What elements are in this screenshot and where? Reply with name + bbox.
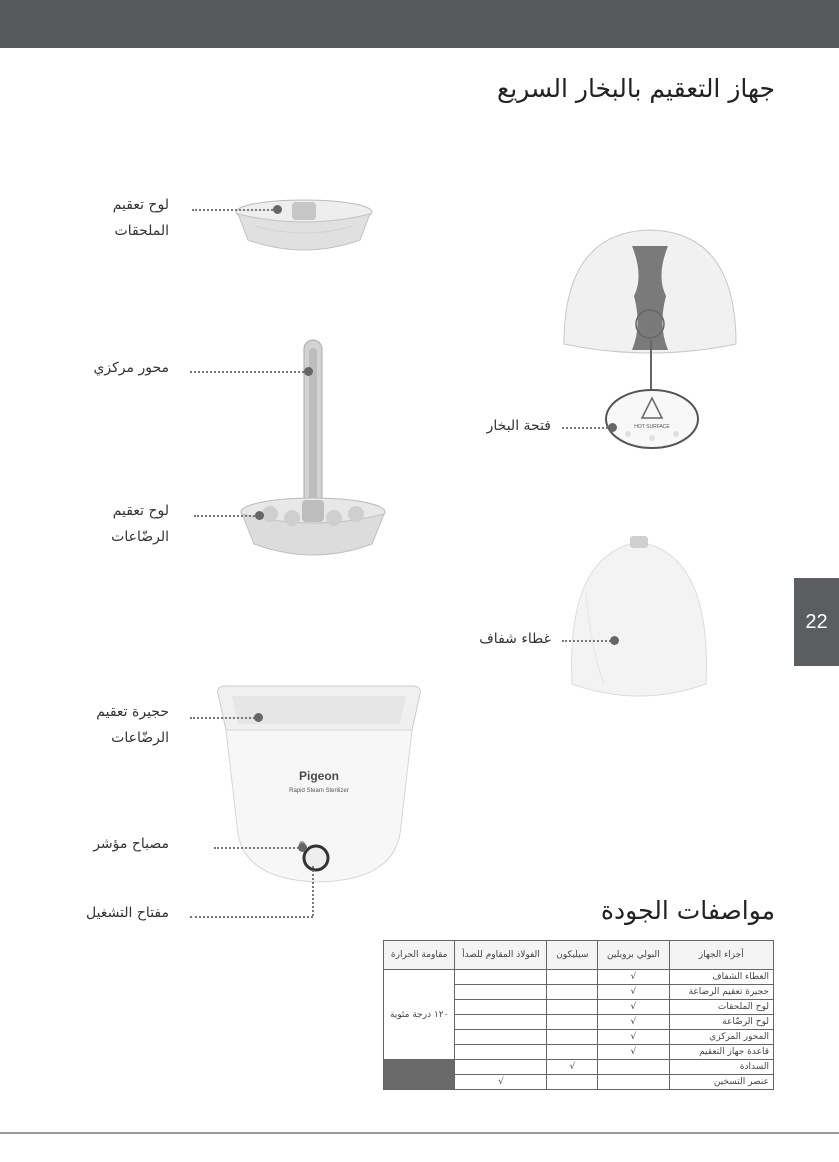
table-row: لوح الرضّاعة √ <box>384 1015 774 1030</box>
cover-pointer <box>610 636 619 645</box>
accessory-tray-image <box>234 196 374 260</box>
steam-vent-pointer <box>608 423 617 432</box>
accessory-tray-label: لوح تعقيم الملحقات <box>112 197 169 239</box>
table-row: الغطاء الشفاف √ ١٢٠ درجة مئوية <box>384 970 774 985</box>
accessory-tray-pointer <box>273 205 282 214</box>
header-bar <box>0 0 839 48</box>
specs-table <box>383 940 774 1090</box>
cover-leader <box>562 640 614 642</box>
header-parts: أجزاء الجهاز <box>669 941 773 970</box>
indicator-lamp-pointer <box>298 843 307 852</box>
heat-resistance-value: ١٢٠ درجة مئوية <box>384 970 455 1060</box>
table-row: عنصر التسخين √ <box>384 1075 774 1090</box>
model-name: Rapid Steam Sterilizer <box>289 788 349 794</box>
steam-vent-connector <box>650 340 652 390</box>
page-number-tab: 22 <box>794 578 839 666</box>
bottle-tray-leader <box>194 515 259 517</box>
chamber-pointer <box>254 713 263 722</box>
table-row: لوح الملحقات √ <box>384 1000 774 1015</box>
header-stainless-steel: الفولاذ المقاوم للصدأ <box>455 941 547 970</box>
page-title: جهاز التعقيم بالبخار السريع <box>497 74 775 103</box>
chamber-leader <box>190 717 258 719</box>
footer-rule <box>0 1132 839 1134</box>
hot-surface-label: HOT SURFACE <box>634 424 670 430</box>
brand-logo: Pigeon <box>298 769 340 783</box>
indicator-lamp-leader <box>214 847 302 849</box>
center-rod-pointer <box>304 367 313 376</box>
transparent-cover-image <box>564 534 714 710</box>
center-rod-label: محور مركزي <box>93 360 169 376</box>
power-knob[interactable] <box>304 846 328 870</box>
specs-title: مواصفات الجودة <box>600 896 775 925</box>
cover-label: غطاء شفاف <box>479 631 551 647</box>
steam-vent-label: فتحة البخار <box>486 418 551 434</box>
bottle-tray-label: لوح تعقيم الرضّاعات <box>111 503 169 545</box>
bottle-tray-image <box>240 494 386 566</box>
table-row: قاعدة جهاز التعقيم √ <box>384 1045 774 1060</box>
table-row: حجيرة تعقيم الرضاعة √ <box>384 985 774 1000</box>
header-heat-resistance: مقاومة الحرارة <box>384 941 455 970</box>
header-silicone: سيليكون <box>547 941 598 970</box>
table-row: المحور المركزي √ <box>384 1030 774 1045</box>
center-rod-leader <box>190 371 308 373</box>
power-switch-leader <box>190 916 313 918</box>
chamber-label: حجيرة تعقيم الرضّاعات <box>96 704 169 746</box>
accessory-tray-leader <box>192 209 276 211</box>
steam-vent-leader <box>562 427 612 429</box>
bottle-tray-pointer <box>255 511 264 520</box>
sterilizer-base-image <box>212 684 426 884</box>
table-row: السدادة √ <box>384 1060 774 1075</box>
steam-vent-zoom-image <box>604 388 700 450</box>
power-switch-label: مفتاح التشغيل <box>85 905 169 921</box>
indicator-lamp-label: مصباح مؤشر <box>93 836 169 852</box>
power-switch-vleader <box>312 866 314 916</box>
header-polypropylene: البولي بروبلين <box>598 941 669 970</box>
